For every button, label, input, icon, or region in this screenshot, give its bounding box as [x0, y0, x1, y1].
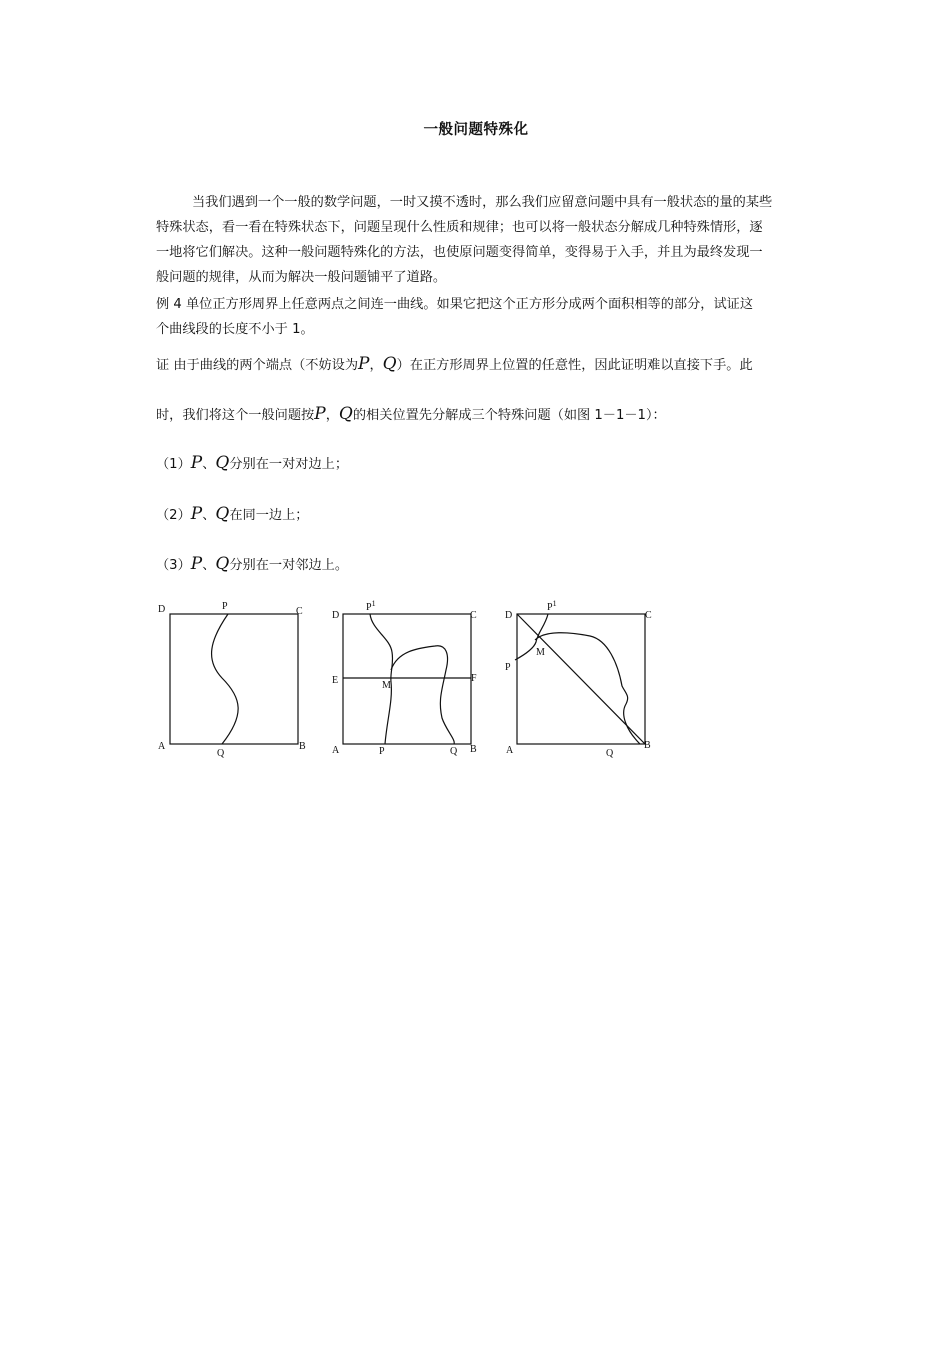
label-C: C: [645, 610, 652, 621]
label-B: B: [299, 741, 306, 752]
math-p: P: [190, 554, 203, 574]
intro-line: 般问题的规律，从而为解决一般问题铺平了道路。: [156, 270, 447, 285]
document-title: 一般问题特殊化: [423, 122, 529, 138]
proof-text: 的相关位置先分解成三个特殊问题（如图 1－1－1）：: [352, 408, 666, 423]
label-D: D: [332, 610, 340, 621]
math-q: Q: [215, 453, 230, 473]
label-P: P: [222, 601, 228, 612]
label-P1: $P^1$: [366, 599, 376, 613]
proof-sep: ，: [369, 358, 383, 373]
case-text: 分别在一对对边上；: [229, 457, 349, 472]
label-Q: Q: [217, 748, 225, 759]
case-1: [156, 453, 348, 473]
label-Q: Q: [450, 746, 458, 757]
label-C: C: [470, 610, 477, 621]
proof-line-2: [156, 404, 666, 424]
label-A: A: [506, 745, 514, 756]
proof-line-1: [156, 354, 753, 374]
intro-paragraph: [156, 190, 826, 290]
label-C: C: [296, 606, 303, 617]
label-D: D: [505, 610, 513, 621]
label-F: F: [471, 673, 477, 684]
intro-line: 特殊状态，看一看在特殊状态下，问题呈现什么性质和规律；也可以将一般状态分解成几种特殊情形，逐: [156, 220, 763, 235]
math-q: Q: [215, 554, 230, 574]
label-A: A: [332, 745, 340, 756]
label-Q: Q: [606, 748, 614, 759]
proof-sep: ，: [325, 408, 339, 423]
math-q: Q: [338, 404, 353, 424]
label-M: M: [382, 680, 391, 691]
label-P: P: [379, 746, 385, 757]
intro-line: 当我们遇到一个一般的数学问题，一时又摸不透时，那么我们应留意问题中具有一般状态的量的某些: [192, 195, 773, 210]
math-q: Q: [215, 504, 230, 524]
curve-fig3-right: [535, 633, 640, 744]
figure-case-2: [332, 599, 477, 757]
square-fig2: [343, 614, 471, 744]
math-p: P: [190, 504, 203, 524]
case-sep: 、: [202, 457, 216, 472]
figure-case-3: [505, 599, 652, 759]
intro-line: 一地将它们解决。这种一般问题特殊化的方法，也使原问题变得简单，变得易于入手，并且为最终发现一: [156, 245, 763, 260]
case-2: [156, 504, 308, 524]
label-A: A: [158, 741, 166, 752]
label-B: B: [470, 744, 477, 755]
proof-text: 时，我们将这个一般问题按: [156, 408, 315, 423]
case-text: 分别在一对邻边上。: [229, 558, 349, 573]
math-p: P: [314, 404, 326, 424]
math-q: Q: [382, 354, 397, 374]
case-sep: 、: [202, 508, 216, 523]
case-text: 在同一边上；: [229, 508, 309, 523]
proof-text: 证 由于曲线的两个端点（不妨设为: [156, 358, 359, 373]
example-paragraph: [156, 292, 826, 342]
math-p: P: [190, 453, 203, 473]
curve-fig2-right: [391, 646, 454, 744]
curve-fig2-left: [370, 614, 393, 744]
proof-text: ）在正方形周界上位置的任意性，因此证明难以直接下手。此: [396, 358, 753, 373]
case-3: [156, 554, 348, 574]
case-number: （3）: [156, 558, 191, 573]
math-p: P: [358, 354, 370, 374]
case-number: （2）: [156, 508, 191, 523]
example-line: 个曲线段的长度不小于 1。: [156, 322, 314, 337]
label-M: M: [536, 647, 545, 658]
figure-case-1: [158, 601, 306, 759]
curve-fig1: [212, 614, 239, 744]
label-P: P: [505, 662, 511, 673]
case-number: （1）: [156, 457, 191, 472]
label-P1: $P^1$: [547, 599, 557, 613]
figure-1-1-1: [150, 590, 670, 770]
label-D: D: [158, 604, 166, 615]
example-line: 例 4 单位正方形周界上任意两点之间连一曲线。如果它把这个正方形分成两个面积相等的部分，试证这: [156, 297, 754, 312]
label-B: B: [644, 740, 651, 751]
label-E: E: [332, 675, 339, 686]
case-sep: 、: [202, 558, 216, 573]
